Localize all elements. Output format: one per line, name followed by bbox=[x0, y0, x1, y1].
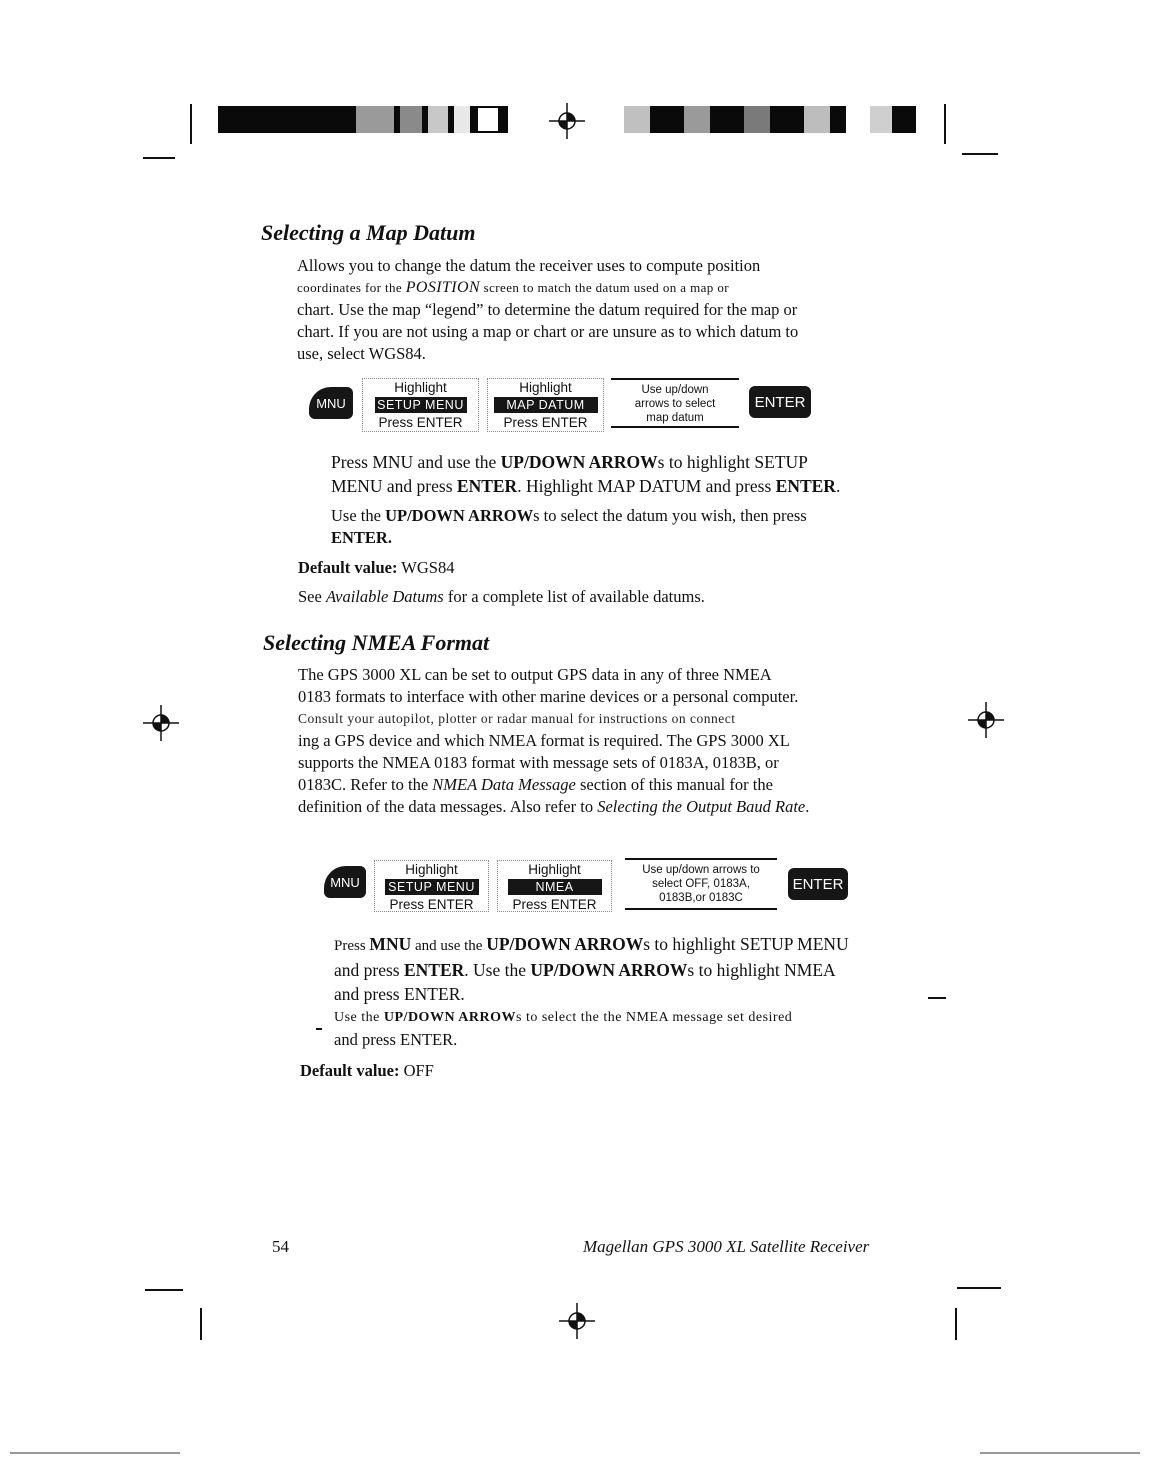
crop-mark-bottom-right-h bbox=[957, 1287, 1001, 1289]
map-datum-step-2: Use the UP/DOWN ARROWs to select the datum you wish, then press ENTER. bbox=[331, 506, 807, 547]
crop-mark-top-left bbox=[190, 104, 192, 144]
crop-mark-top-right bbox=[944, 104, 946, 144]
header-bar-right bbox=[624, 106, 916, 133]
footer-title: Magellan GPS 3000 XL Satellite Receiver bbox=[583, 1237, 870, 1256]
section-heading-map-datum: Selecting a Map Datum bbox=[261, 220, 476, 245]
screen-highlight-nmea: Highlight NMEA Press ENTER bbox=[497, 860, 612, 912]
header-bar-left bbox=[218, 106, 508, 133]
crop-mark-bottom-left-h bbox=[145, 1289, 183, 1291]
screen-highlight-setup-menu: Highlight SETUP MENU Press ENTER bbox=[362, 378, 479, 432]
nmea-intro: The GPS 3000 XL can be set to output GPS data in any of three NMEA 0183 formats to interface with other marine devices or a personal computer. Consult your autopilot, plotter or radar manual for instructions on connect ing a GPS device and which NMEA format is required. The GPS 3000 XL supports the NMEA 0183 format with message sets of 0183A, 0183B, or 0183C. Refer to the NMEA Data Message section of this manual for the definition of the data messages. Also refer to Selecting the Output Baud Rate. bbox=[298, 665, 810, 816]
crop-mark-bottom-right bbox=[955, 1308, 957, 1340]
registration-mark-icon bbox=[968, 702, 1004, 738]
page-number: 54 bbox=[272, 1237, 289, 1256]
map-datum-step-1: Press MNU and use the UP/DOWN ARROWs to highlight SETUP MENU and press ENTER. Highlight MAP DATUM and press ENTER. bbox=[331, 452, 841, 496]
nmea-default: Default value: OFF bbox=[300, 1061, 434, 1080]
scan-artifact bbox=[10, 1452, 180, 1454]
mnu-key: MNU bbox=[324, 866, 366, 898]
nmea-step-2: Use the UP/DOWN ARROWs to select the the NMEA message set desired and press ENTER. bbox=[334, 1010, 793, 1049]
map-datum-default: Default value: WGS84 bbox=[298, 558, 455, 577]
section-heading-nmea-format: Selecting NMEA Format bbox=[263, 630, 490, 655]
nmea-step-1: Press MNU and use the UP/DOWN ARROWs to highlight SETUP MENU and press ENTER. Use the UP/DOWN ARROWs to highlight NMEA and press ENTER. bbox=[334, 934, 849, 1004]
scan-artifact bbox=[980, 1452, 1140, 1454]
registration-mark-icon bbox=[549, 103, 585, 139]
instruction-box-map-datum: Use up/down arrows to select map datum bbox=[611, 378, 739, 428]
crop-mark-bottom-left bbox=[200, 1308, 202, 1340]
instruction-box-nmea: Use up/down arrows to select OFF, 0183A, 0183B,or 0183C bbox=[625, 858, 777, 910]
stray-mark bbox=[316, 1028, 322, 1030]
registration-mark-icon bbox=[143, 705, 179, 741]
mnu-key: MNU bbox=[309, 387, 353, 419]
screen-highlight-setup-menu: Highlight SETUP MENU Press ENTER bbox=[374, 860, 489, 912]
enter-key: ENTER bbox=[788, 868, 848, 900]
enter-key: ENTER bbox=[749, 386, 811, 418]
registration-mark-icon bbox=[559, 1303, 595, 1339]
stray-mark bbox=[928, 997, 946, 999]
crop-mark-top-left-h bbox=[143, 157, 175, 159]
map-datum-see-also: See Available Datums for a complete list of available datums. bbox=[298, 587, 705, 606]
crop-mark-top-right-h bbox=[962, 153, 998, 155]
screen-highlight-map-datum: Highlight MAP DATUM Press ENTER bbox=[487, 378, 604, 432]
map-datum-intro: Allows you to change the datum the receiver uses to compute position coordinates for the POSITION screen to match the datum used on a map or chart. Use the map “legend” to determine the datum required for the map or chart. If you are not using a map or chart or are unsure as to which datum to use, select WGS84. bbox=[297, 256, 799, 363]
